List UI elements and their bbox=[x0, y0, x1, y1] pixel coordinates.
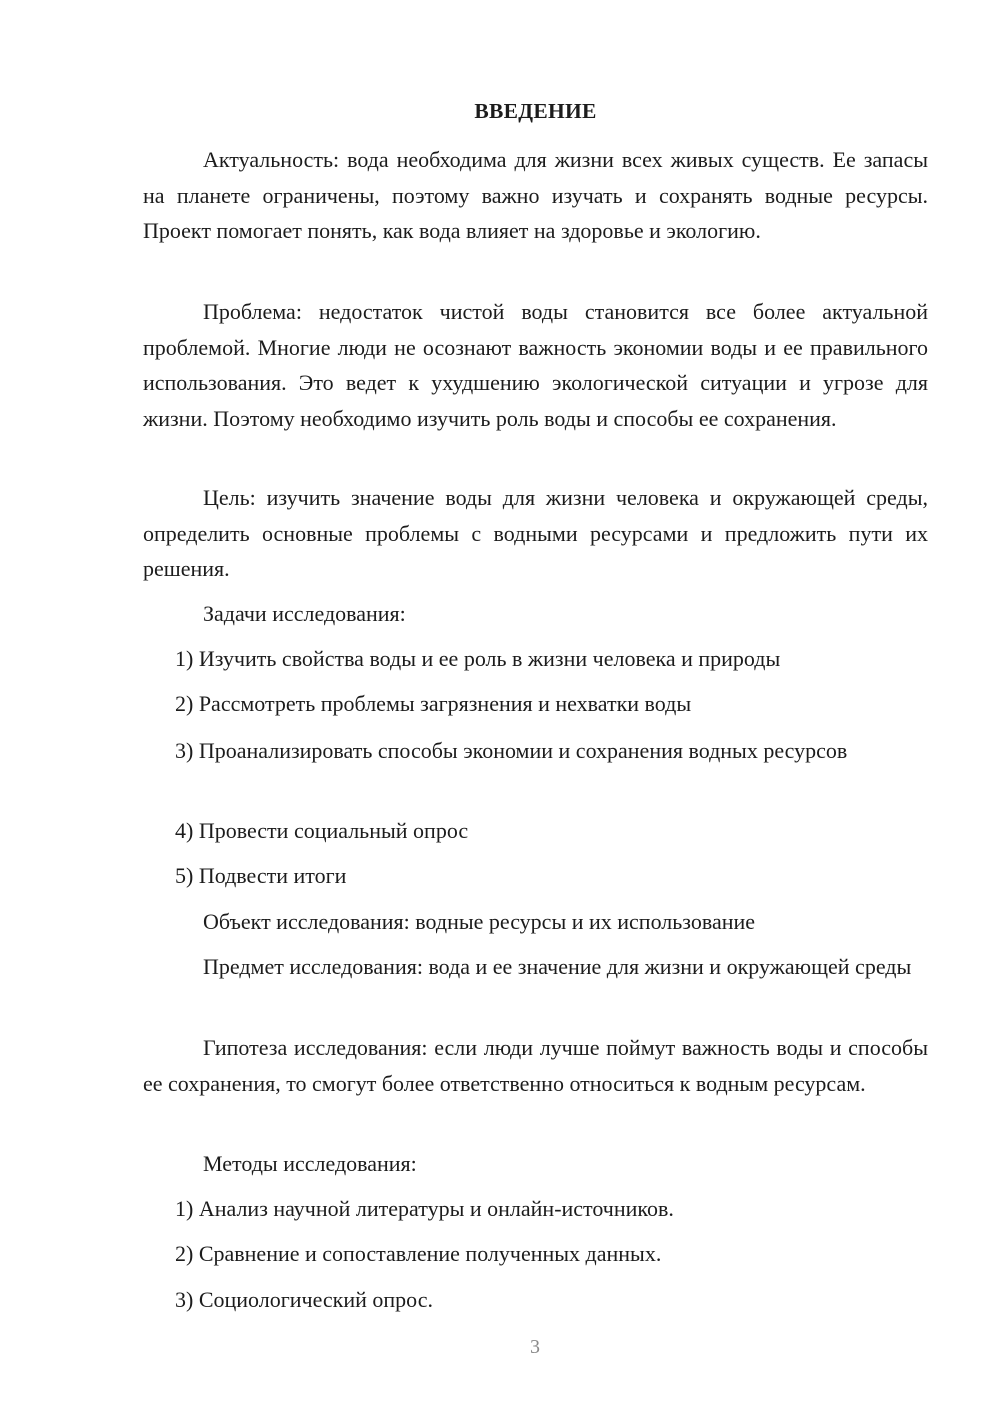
section-heading: ВВЕДЕНИЕ bbox=[474, 99, 597, 123]
methods-heading: Методы исследования: bbox=[203, 1151, 417, 1176]
method-item-3: 3) Социологический опрос. bbox=[175, 1287, 433, 1312]
paragraph-hypothesis: Гипотеза исследования: если люди лучше поймут важность воды и способы ее сохранения, то смогут более ответственно относиться к водным ресурсам. bbox=[143, 1035, 928, 1096]
tasks-heading: Задачи исследования: bbox=[203, 601, 406, 626]
task-item-4: 4) Провести социальный опрос bbox=[175, 818, 469, 843]
paragraph-problem: Проблема: недостаток чистой воды становится все более актуальной проблемой. Многие люди не осознают важность экономии воды и ее правильного использования. Это ведет к ухудшению экологической ситуации и угрозе для жизни. Поэтому необходимо изучить роль воды и способы ее сохранения. bbox=[143, 299, 928, 431]
method-item-1: 1) Анализ научной литературы и онлайн-источников. bbox=[175, 1196, 674, 1221]
task-item-1: 1) Изучить свойства воды и ее роль в жизни человека и природы bbox=[175, 646, 781, 671]
method-item-2: 2) Сравнение и сопоставление полученных данных. bbox=[175, 1241, 662, 1266]
paragraph-relevance: Актуальность: вода необходима для жизни всех живых существ. Ее запасы на планете ограничены, поэтому важно изучать и сохранять водные ресурсы. Проект помогает понять, как вода влияет на здоровье и экологию. bbox=[143, 147, 928, 243]
task-item-2: 2) Рассмотреть проблемы загрязнения и нехватки воды bbox=[175, 691, 692, 716]
page-number: 3 bbox=[530, 1336, 540, 1358]
paragraph-object: Объект исследования: водные ресурсы и их использование bbox=[203, 909, 756, 934]
paragraph-goal: Цель: изучить значение воды для жизни человека и окружающей среды, определить основные проблемы с водными ресурсами и предложить пути их решения. bbox=[143, 485, 928, 581]
paragraph-subject: Предмет исследования: вода и ее значение для жизни и окружающей среды bbox=[203, 954, 912, 979]
task-item-3: 3) Проанализировать способы экономии и сохранения водных ресурсов bbox=[175, 738, 848, 763]
task-item-5: 5) Подвести итоги bbox=[175, 863, 347, 888]
